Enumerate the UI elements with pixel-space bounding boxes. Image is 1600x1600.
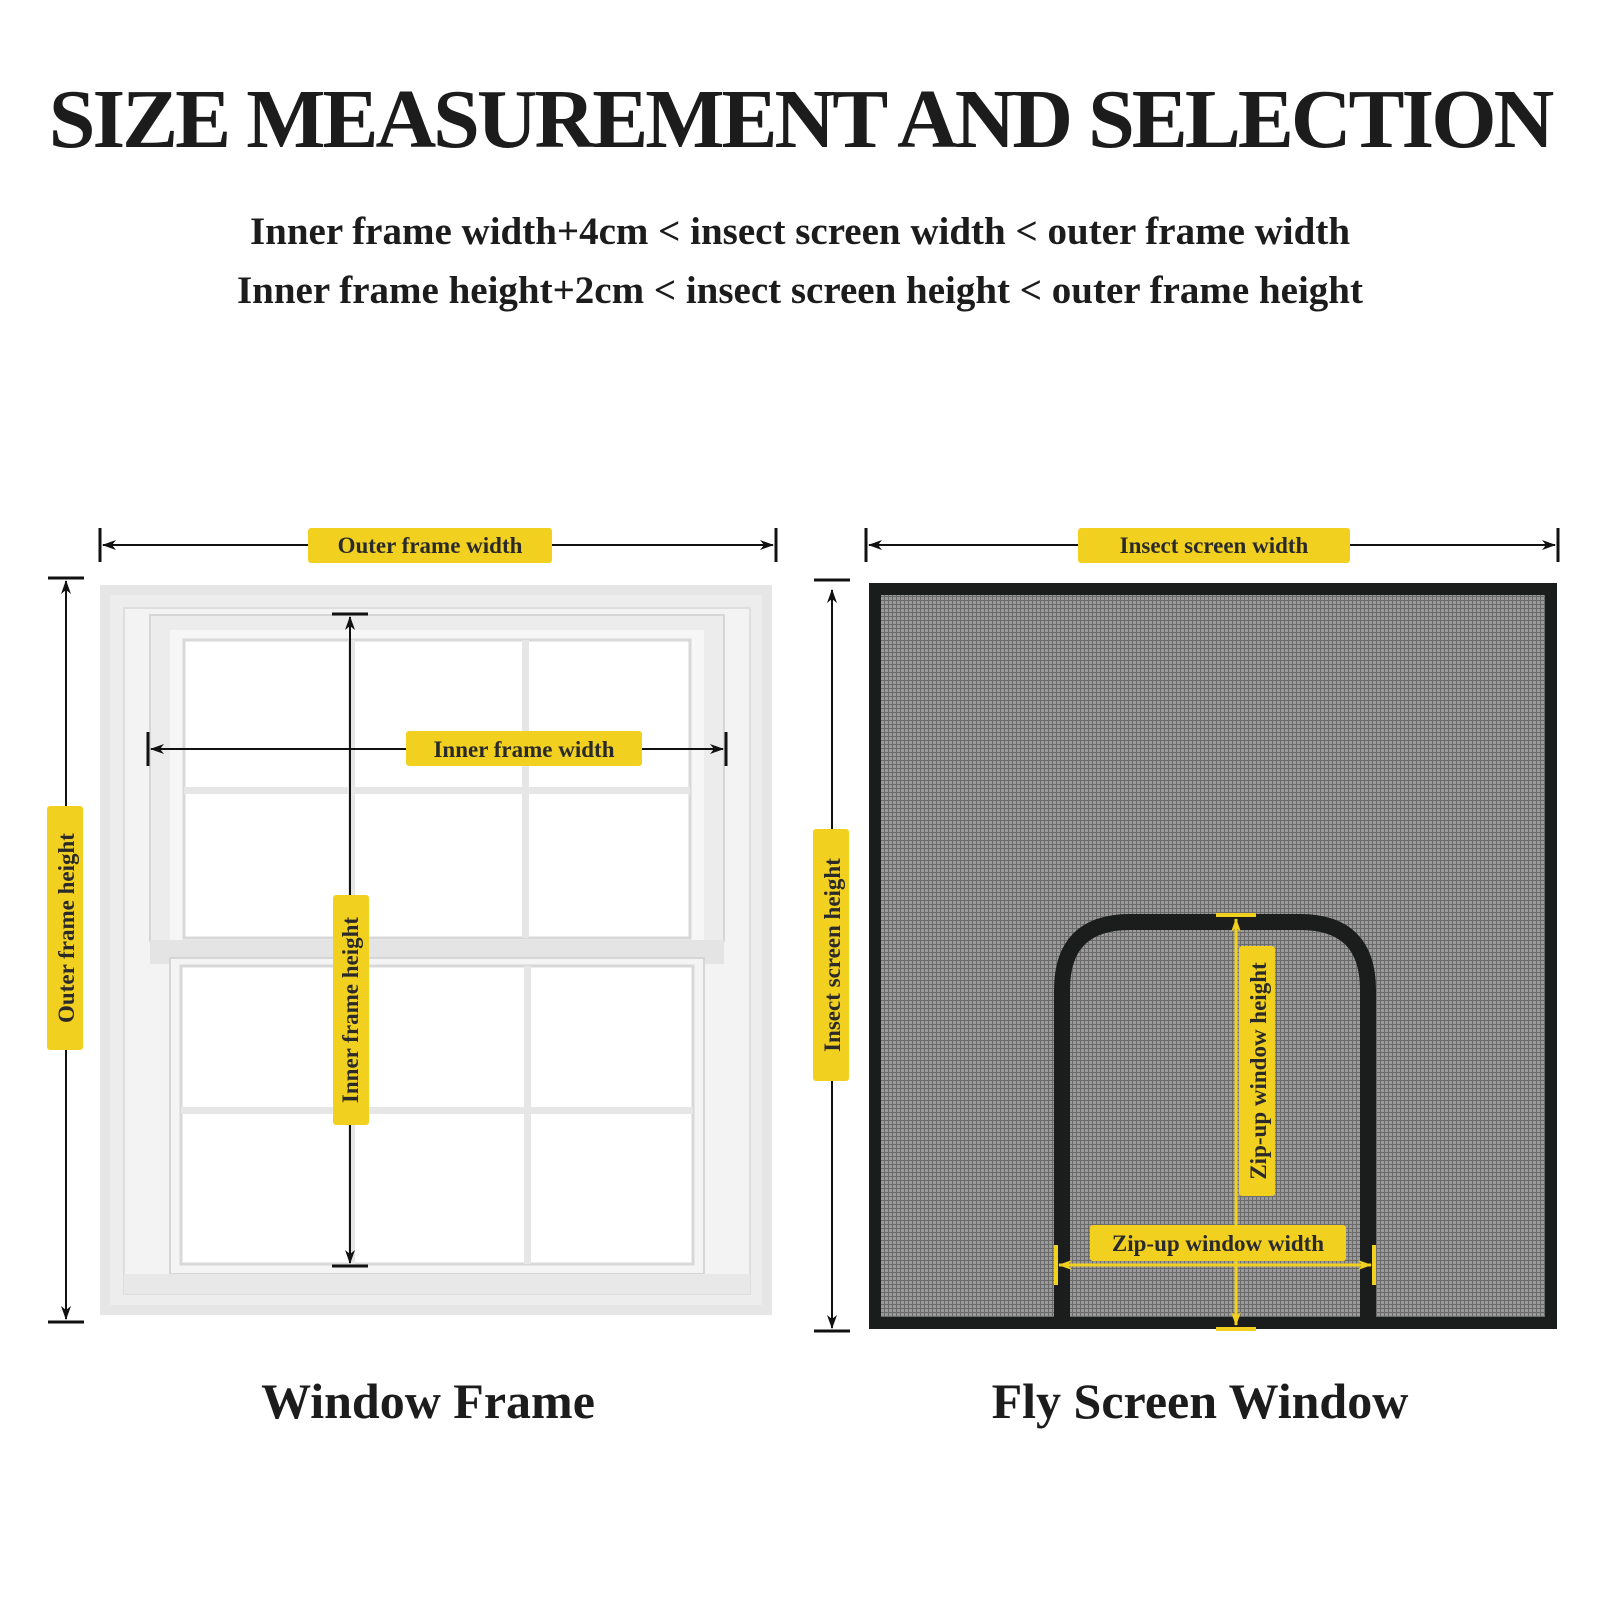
insect-screen-width-dimension — [866, 528, 1558, 563]
page-title: SIZE MEASUREMENT AND SELECTION — [48, 73, 1552, 166]
outer-frame-width-label: Outer frame width — [337, 533, 523, 558]
width-rule-text: Inner frame width+4cm < insect screen width < outer frame width — [249, 210, 1351, 253]
insect-screen-height-label: Insect screen height — [820, 858, 845, 1052]
insect-screen-height-dimension — [813, 580, 850, 1331]
outer-frame-height-label: Outer frame height — [54, 833, 79, 1023]
fly-screen-illustration — [869, 583, 1557, 1329]
zip-window-height-label: Zip-up window height — [1246, 962, 1271, 1180]
outer-frame-width-dimension — [100, 528, 776, 563]
window-frame-caption: Window Frame — [261, 1373, 595, 1429]
insect-screen-width-label: Insect screen width — [1119, 533, 1309, 558]
inner-frame-width-label: Inner frame width — [433, 737, 615, 762]
zip-window-width-label: Zip-up window width — [1111, 1231, 1325, 1256]
inner-frame-height-label: Inner frame height — [338, 916, 363, 1104]
window-frame-illustration — [100, 585, 772, 1315]
height-rule-text: Inner frame height+2cm < insect screen height < outer frame height — [237, 269, 1363, 312]
fly-screen-caption: Fly Screen Window — [991, 1373, 1409, 1429]
outer-frame-height-dimension — [47, 578, 84, 1322]
